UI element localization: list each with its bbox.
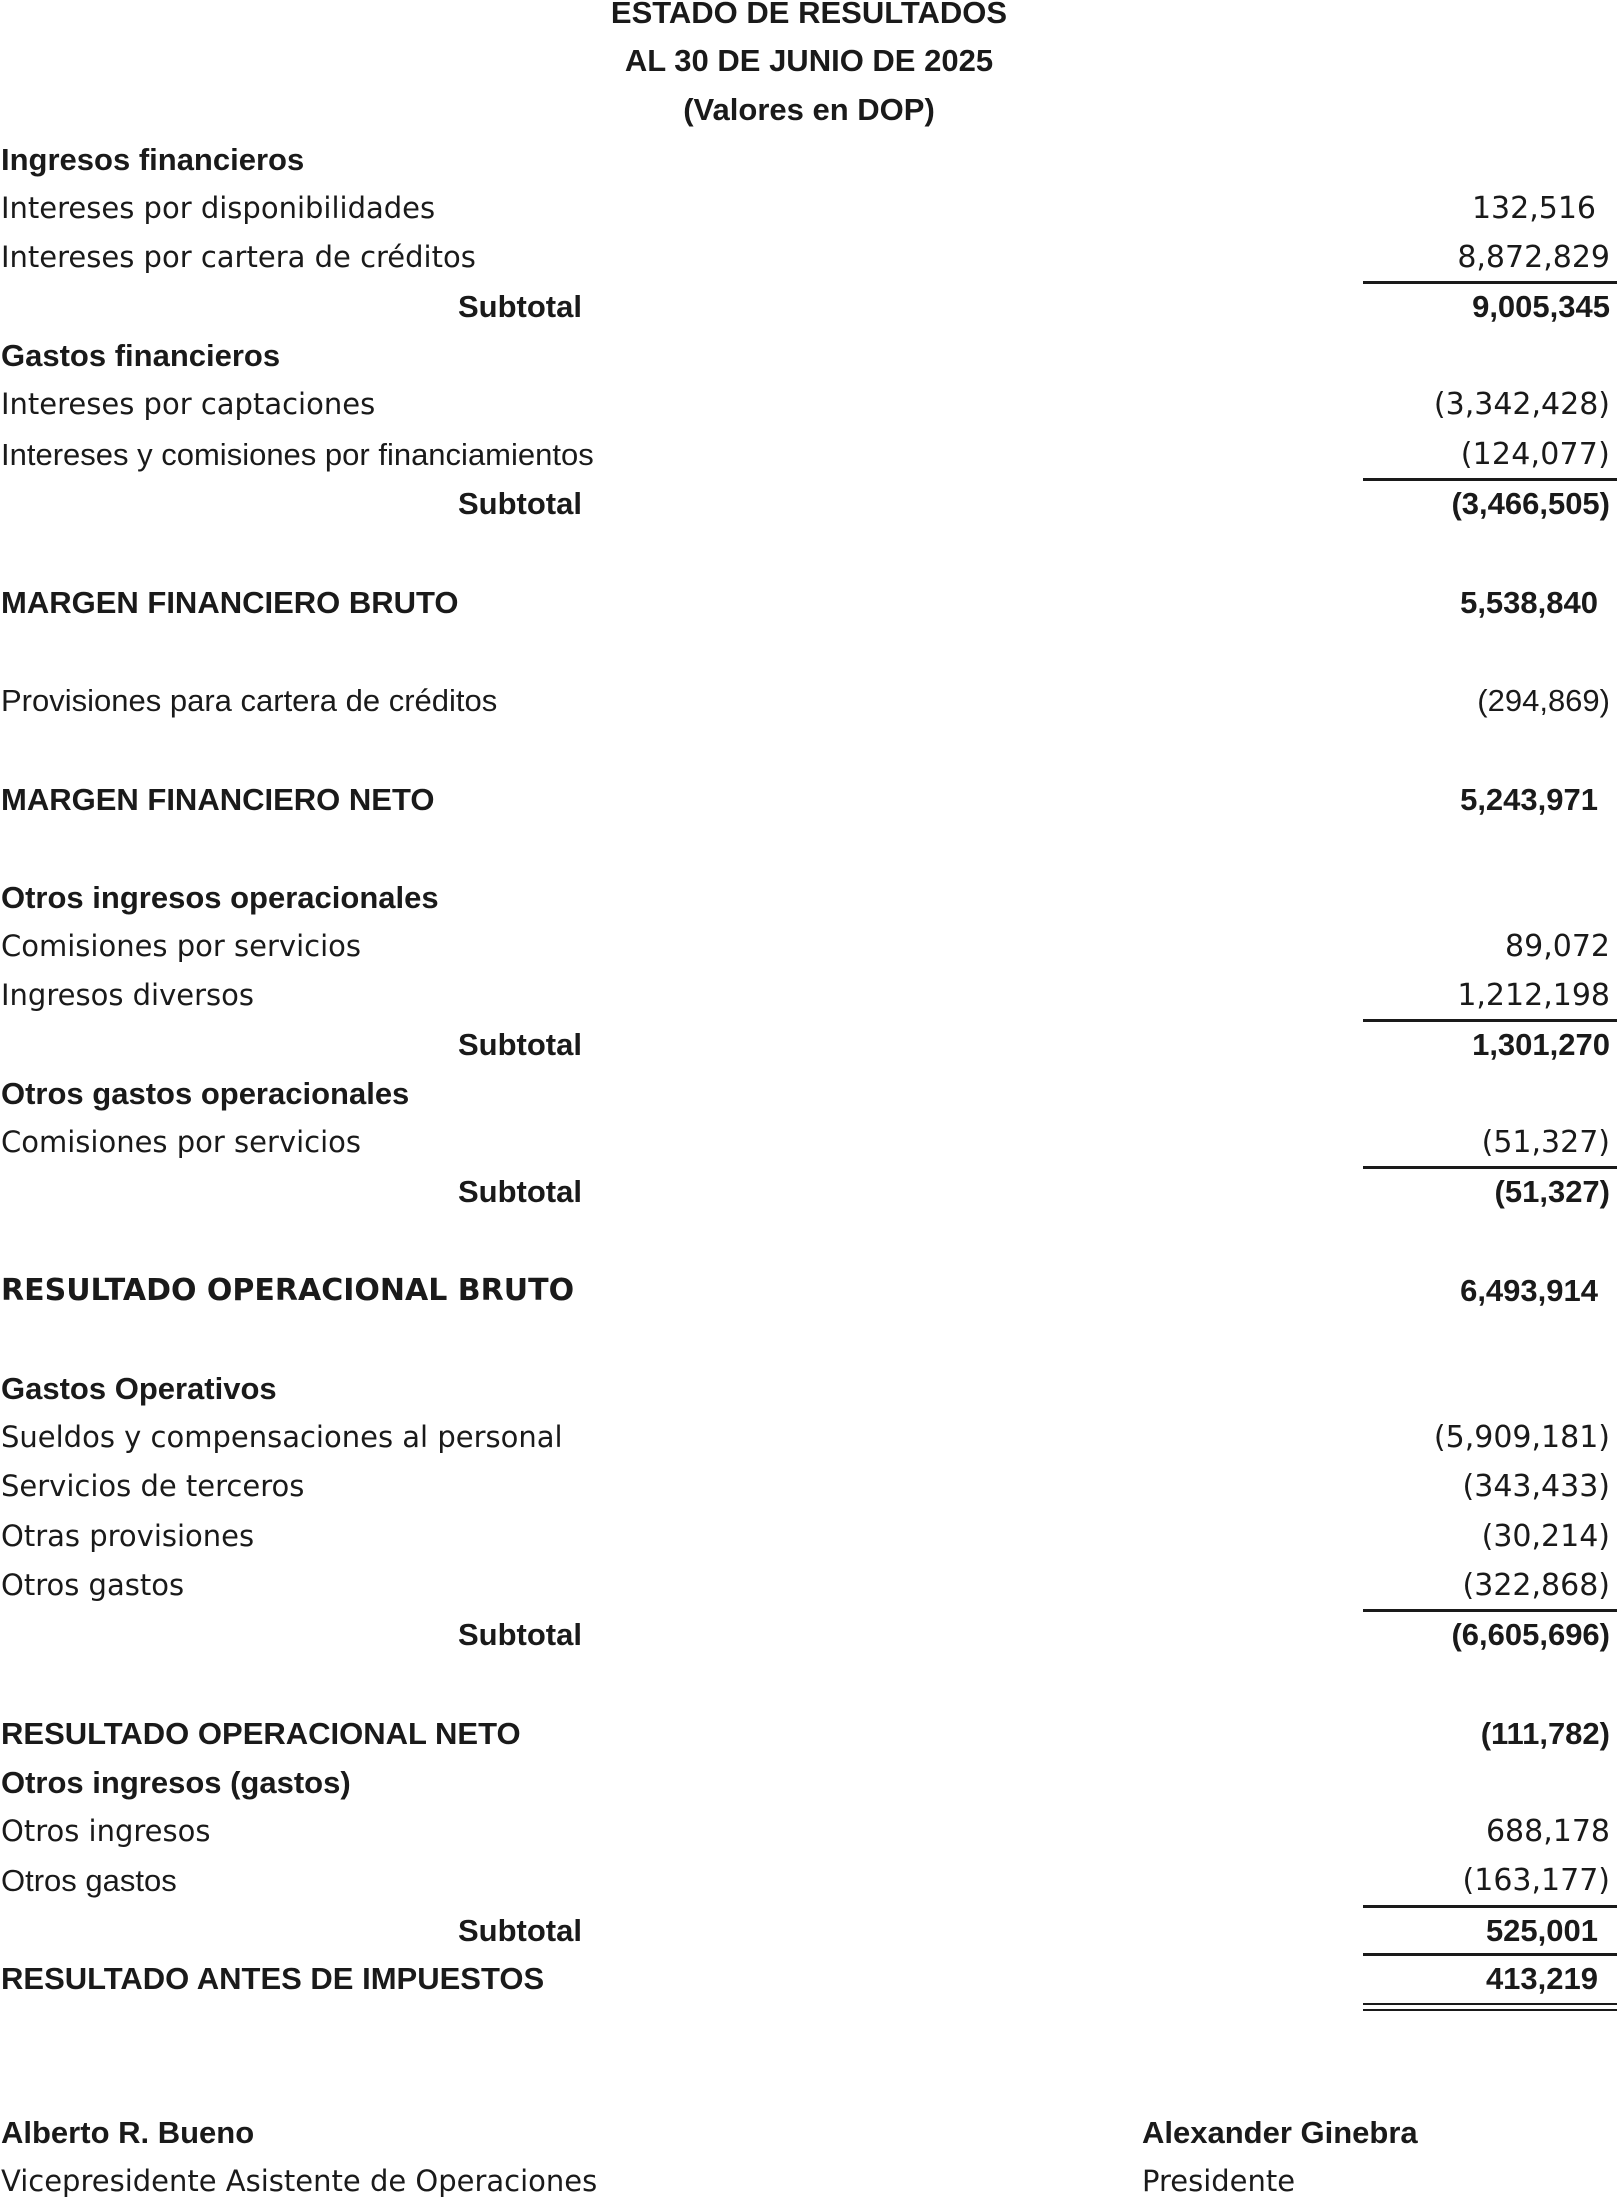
- line-item: [0, 1118, 1618, 1167]
- subtotal-amount: 525,001: [1485, 1913, 1598, 1948]
- line-item: [0, 1462, 1618, 1511]
- line-item: [0, 922, 1618, 971]
- signatory-name: Alexander Ginebra: [1142, 2115, 1418, 2150]
- line-item-label: Intereses y comisiones por financiamientos: [1, 437, 594, 472]
- line-item-label: Otros ingresos: [1, 1814, 211, 1848]
- line-item-amount: 89,072: [1505, 929, 1610, 964]
- line-item-amount: (5,909,181): [1433, 1420, 1610, 1455]
- line-item: [0, 1512, 1618, 1561]
- line-item-amount: (124,077): [1460, 437, 1610, 472]
- total-label: MARGEN FINANCIERO BRUTO: [1, 585, 459, 620]
- section-heading-label: Gastos Operativos: [1, 1371, 277, 1406]
- total-amount: 5,243,971: [1460, 782, 1598, 817]
- total-amount: 413,219: [1485, 1961, 1598, 1996]
- total-row-resultado-operacional-bruto: [0, 1266, 1618, 1315]
- line-item: [0, 1807, 1618, 1856]
- line-item-label: Servicios de terceros: [1, 1469, 305, 1503]
- section-heading-label: Gastos financieros: [1, 338, 281, 373]
- total-amount: 5,538,840: [1460, 585, 1598, 620]
- section-heading-label: Otros ingresos operacionales: [1, 880, 439, 915]
- line-item-label: Otros gastos: [1, 1568, 185, 1602]
- subtotal-row: [0, 479, 1618, 528]
- line-item: [0, 1561, 1618, 1610]
- subtotal-amount: 1,301,270: [1472, 1027, 1610, 1062]
- subtotal-label: Subtotal: [458, 1174, 582, 1209]
- line-item-label: Intereses por disponibilidades: [1, 191, 436, 225]
- line-item-amount: (51,327): [1481, 1125, 1610, 1160]
- line-item-amount: (322,868): [1462, 1568, 1610, 1603]
- subtotal-label: Subtotal: [458, 289, 582, 324]
- total-row-margen-financiero-bruto: [0, 578, 1618, 627]
- total-amount: (111,782): [1480, 1716, 1610, 1751]
- double-rule-upper: [1363, 2003, 1617, 2005]
- section-heading-otros-gastos-operacionales: [0, 1069, 1618, 1118]
- line-item-amount: 8,872,829: [1457, 240, 1610, 275]
- signatory-name: Alberto R. Bueno: [1, 2115, 255, 2150]
- line-item-amount: (3,342,428): [1433, 387, 1610, 422]
- section-heading-label: Otros ingresos (gastos): [1, 1765, 351, 1800]
- total-row-margen-financiero-neto: [0, 775, 1618, 824]
- line-item-provisiones: [0, 676, 1618, 725]
- line-item-label: Intereses por captaciones: [1, 387, 376, 421]
- double-rule-lower: [1363, 2009, 1617, 2011]
- subtotal-amount: (3,466,505): [1451, 486, 1610, 521]
- section-heading-gastos-financieros: [0, 331, 1618, 380]
- subtotal-label: Subtotal: [458, 1617, 582, 1652]
- line-item: [0, 233, 1618, 282]
- line-item-amount: (294,869): [1477, 683, 1610, 718]
- line-item-label: Comisiones por servicios: [1, 1125, 361, 1159]
- subtotal-label: Subtotal: [458, 1913, 582, 1948]
- line-item-label: Intereses por cartera de créditos: [1, 240, 476, 274]
- line-item-amount: (163,177): [1462, 1863, 1610, 1898]
- subtotal-label: Subtotal: [458, 1027, 582, 1062]
- subtotal-row: [0, 1167, 1618, 1216]
- subtotal-label: Subtotal: [458, 486, 582, 521]
- section-heading-ingresos-financieros: [0, 135, 1618, 184]
- line-item: [0, 380, 1618, 429]
- line-item-label: Ingresos diversos: [1, 978, 254, 1012]
- subtotal-amount: 9,005,345: [1472, 289, 1610, 324]
- subtotal-amount: (6,605,696): [1451, 1617, 1610, 1652]
- line-item-amount: 132,516: [1471, 191, 1596, 226]
- subtotal-row: [0, 1020, 1618, 1069]
- total-amount: 6,493,914: [1460, 1273, 1598, 1308]
- total-label: MARGEN FINANCIERO NETO: [1, 782, 435, 817]
- signatory-role: Presidente: [1142, 2164, 1296, 2198]
- statement-currency: (Valores en DOP): [683, 92, 935, 127]
- section-heading-otros-ingresos-operacionales: [0, 873, 1618, 922]
- subtotal-row: [0, 1906, 1618, 1955]
- line-item: [0, 430, 1618, 479]
- statement-date: AL 30 DE JUNIO DE 2025: [624, 43, 994, 78]
- line-item-amount: (30,214): [1481, 1519, 1610, 1554]
- line-item: [0, 1413, 1618, 1462]
- section-heading-gastos-operativos: [0, 1364, 1618, 1413]
- total-label: RESULTADO OPERACIONAL BRUTO: [1, 1273, 575, 1308]
- signatory-role: Vicepresidente Asistente de Operaciones: [1, 2164, 598, 2198]
- section-heading-label: Otros gastos operacionales: [1, 1076, 410, 1111]
- subtotal-amount: (51,327): [1494, 1174, 1610, 1209]
- line-item: [0, 971, 1618, 1020]
- subtotal-row: [0, 282, 1618, 331]
- subtotal-row: [0, 1610, 1618, 1659]
- line-item-label: Sueldos y compensaciones al personal: [1, 1420, 563, 1454]
- total-label: RESULTADO ANTES DE IMPUESTOS: [1, 1961, 545, 1996]
- total-label: RESULTADO OPERACIONAL NETO: [1, 1716, 521, 1751]
- total-row-resultado-operacional-neto: [0, 1709, 1618, 1758]
- line-item: [0, 1856, 1618, 1905]
- line-item-label: Provisiones para cartera de créditos: [1, 683, 498, 718]
- line-item-amount: 1,212,198: [1457, 978, 1610, 1013]
- line-item: [0, 184, 1618, 233]
- total-row-resultado-antes-de-impuestos: [0, 1954, 1618, 2003]
- line-item-amount: 688,178: [1485, 1814, 1610, 1849]
- section-heading-otros-ingresos-gastos: [0, 1758, 1618, 1807]
- statement-title: ESTADO DE RESULTADOS: [610, 0, 1008, 30]
- line-item-amount: (343,433): [1462, 1469, 1610, 1504]
- line-item-label: Otros gastos: [1, 1863, 177, 1898]
- line-item-label: Otras provisiones: [1, 1519, 255, 1553]
- section-heading-label: Ingresos financieros: [1, 142, 305, 177]
- line-item-label: Comisiones por servicios: [1, 929, 361, 963]
